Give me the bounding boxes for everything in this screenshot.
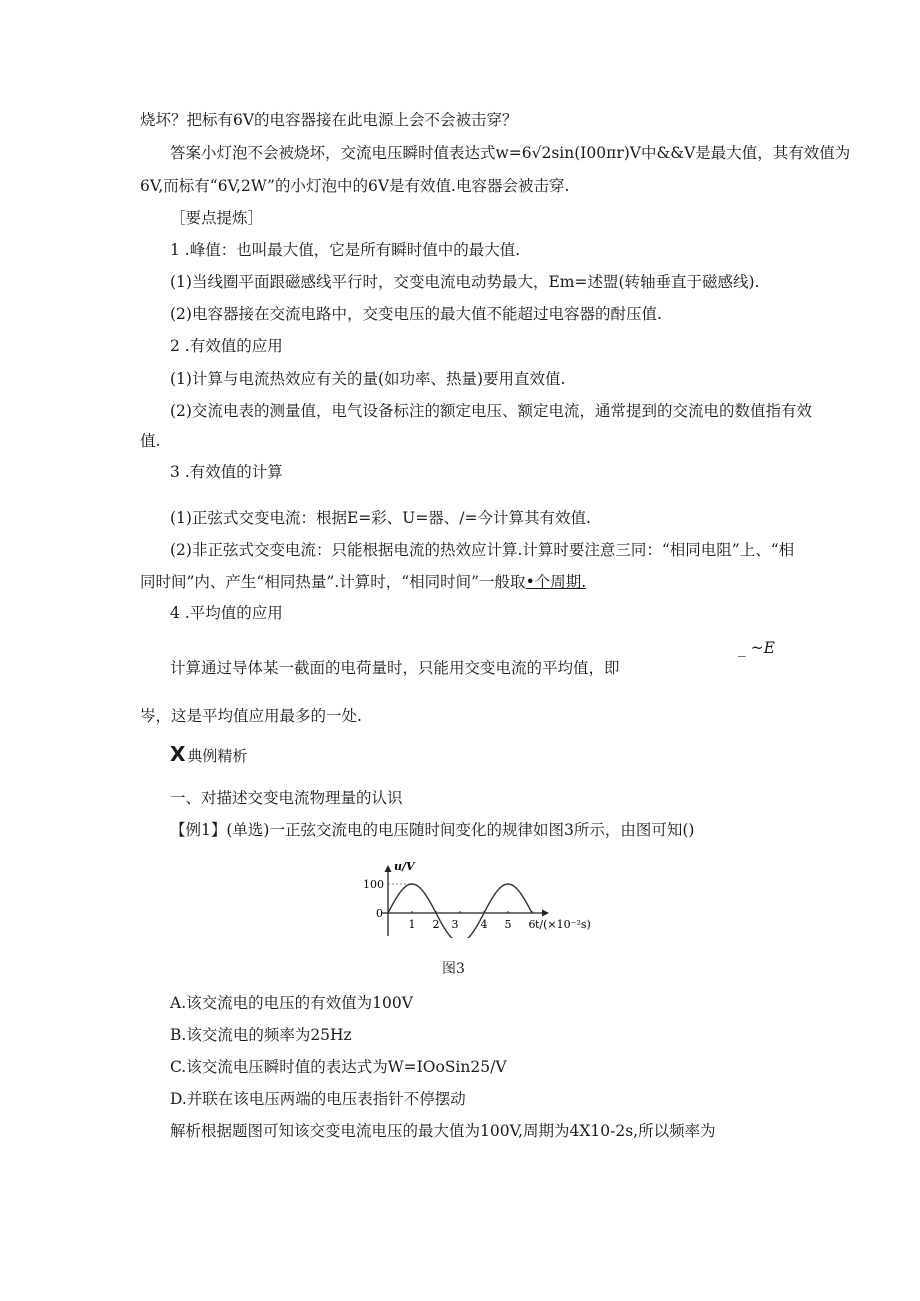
- x-tick-label: 1: [408, 918, 416, 931]
- x-tick-label: 5: [504, 918, 512, 931]
- point-item: 计算通过导体某一截面的电荷量时，只能用交变电流的平均值，即: [170, 659, 620, 677]
- x-tick-label: 6: [528, 918, 536, 931]
- example-section-heading: [170, 744, 247, 766]
- point-item: (2)电容器接在交流电路中，交变电压的最大值不能超过电容器的酎压值.: [170, 305, 662, 323]
- point-item: (2)非正弦式交变电流：只能根据电流的热效应计算.计算时要注意三同：“相同电阻”上、“相: [170, 541, 795, 559]
- text-line: 烧坏？把标有6V的电容器接在此电源上会不会被击穿？: [140, 111, 518, 129]
- x-tick-label: 2: [432, 918, 440, 931]
- option-d: D.并联在该电压两端的电压表指针不停摆动: [170, 1090, 466, 1108]
- solution-line: 解析根据题图可知该交变电流电压的最大值为100V,周期为4X10-2s,所以频率为: [170, 1122, 716, 1140]
- answer-line: 6V,而标有“6V,2W”的小灯泡中的6V是有效值.电容器会被击穿.: [140, 177, 570, 195]
- point-item: 岑，这是平均值应用最多的一处.: [140, 707, 362, 725]
- y-axis-arrow: [385, 865, 392, 872]
- point-heading: 1 .峰值：也叫最大值，它是所有瞬时值中的最大值.: [170, 241, 521, 259]
- x-axis-label: t/(×10⁻²s): [535, 918, 591, 931]
- subsection-heading: 一、对描述交变电流物理量的认识: [170, 789, 403, 807]
- point-item: 值.: [140, 432, 161, 450]
- point-heading: 3 .有效值的计算: [170, 463, 283, 481]
- option-c: C.该交流电压瞬时值的表达式为W=IOoSin25/V: [170, 1058, 507, 1076]
- answer-line: 答案小灯泡不会被烧坏，交流电压瞬时值表达式w=6√2sin(I00πr)V中&&V是最大值，其有效值为: [170, 144, 851, 162]
- figure-caption: 图3: [442, 961, 465, 977]
- x-tick-label: 3: [451, 918, 459, 931]
- x-tick-labels: [409, 911, 536, 931]
- example-question: 【例1】(单选)一正弦交流电的电压随时间变化的规律如图3所示，由图可知(): [170, 821, 695, 839]
- formula-fragment: _ ~E: [738, 639, 775, 657]
- point-item: (1)正弦式交变电流：根据E=彩、U=器、/=今计算其有效值.: [170, 509, 591, 527]
- section-heading: ［要点提炼］: [170, 209, 264, 227]
- voltage-time-graph: [340, 858, 610, 938]
- y-tick-label: 100: [363, 878, 384, 891]
- section-title: 典例精析: [187, 747, 248, 765]
- option-a: A.该交流电的电压的有效值为100V: [170, 994, 413, 1012]
- point-heading: 2 .有效值的应用: [170, 337, 283, 355]
- point-item: (1)当线圈平面跟磁感线平行时，交变电流电动势最大，Em=述盟(转轴垂直于磁感线).: [170, 273, 760, 291]
- x-tick-label: 4: [480, 918, 488, 931]
- point-item: [140, 572, 586, 592]
- y-axis-label: u/V: [394, 860, 415, 873]
- x-axis-arrow: [542, 910, 549, 917]
- section-mark: X: [170, 742, 186, 766]
- point-item: (1)计算与电流热效应有关的量(如功率、热量)要用直效值.: [170, 370, 566, 388]
- option-b: B.该交流电的频率为25Hz: [170, 1026, 352, 1044]
- point-item: (2)交流电表的测量值，电气设备标注的额定电压、额定电流，通常提到的交流电的数值指有效: [170, 402, 812, 420]
- point-text: 同时间”内、产生“相同热量”.计算时，“相同时间”一般取: [140, 573, 526, 591]
- underlined-text: •个周期.: [525, 573, 587, 591]
- origin-label: 0: [376, 907, 383, 920]
- point-heading: 4 .平均值的应用: [170, 604, 283, 622]
